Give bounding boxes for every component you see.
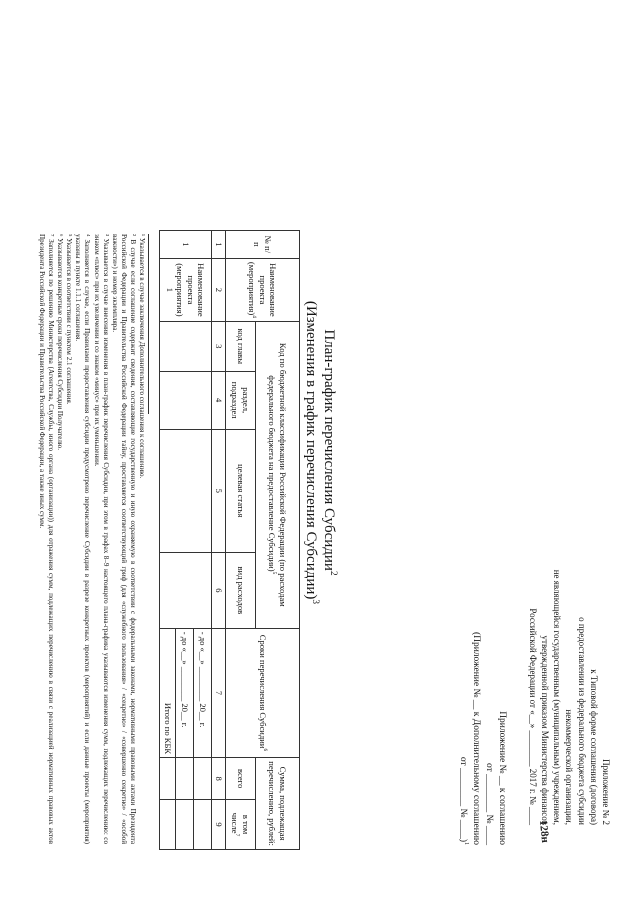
column-number: 3 (212, 321, 226, 371)
column-number: 4 (212, 371, 226, 429)
header-line: утвержденной приказом Министерства финансов (539, 635, 550, 825)
subsidy-schedule-table (159, 230, 300, 850)
column-number: 9 (212, 800, 226, 850)
header-line: некоммерческой организации, (564, 709, 575, 825)
cell-section (160, 371, 212, 429)
footnotes (37, 234, 149, 844)
header-line: не являющейся государственным (муниципальным) учреждением, (552, 569, 563, 825)
column-number: 8 (212, 758, 226, 800)
footnote: ³ Указывается в случае внесения изменения в план-график перечисления Субсидии, при этом в графах 8–9 настоящего плана-графика указываются изменения сумм, подлежащих перечислению: со знаком «плюс» при их увеличении и со знаком «минус» при их уменьшении. (92, 234, 110, 844)
cell-total (176, 758, 194, 800)
appendix-line: от ________ № ____)$^1$ (458, 756, 470, 845)
header-chapter-code: код главы (226, 321, 256, 371)
table-row (194, 231, 212, 850)
transfer-date: - до «__» ________ 20__ г. (176, 628, 194, 757)
column-number: 1 (212, 231, 226, 259)
page-title (302, 0, 338, 905)
title-line-1: План-график перечисления Субсидии$^2$ (321, 329, 338, 576)
header-project-name: Наименование проекта (мероприятия)$^4$ (226, 258, 300, 321)
header-section: раздел, подраздел (226, 371, 256, 429)
appendix-line: (Приложение № __ к Дополнительному соглашению (471, 631, 481, 845)
cell-total (160, 758, 176, 800)
cell-expense-type (160, 552, 212, 628)
column-number: 6 (212, 552, 226, 628)
row-number: 1 (160, 231, 212, 259)
footnote: ⁴ Заполняется в случае, если Правилами предоставления субсидии предусмотрено перечисление Субсидии в разрезе конкретных проектов (мероприятий) и если данные проекты (мероприятия) указаны в пункте 1.1.1 соглашения. (74, 234, 92, 844)
cell-total (194, 758, 212, 800)
column-number: 7 (212, 628, 226, 757)
transfer-date: - до «__» ________ 20__ г. (194, 628, 212, 757)
header-amount: Сумма, подлежащая перечислению, рублей: (256, 758, 300, 850)
header-transfer-dates: Сроки перечисления Субсидии$^6$ (226, 628, 300, 757)
header-budget-code: Код по бюджетной классификации Российской Федерации (по расходам федерального бюджета на предоставление Субсидии)$^5$ (256, 321, 300, 628)
header-expense-type: вид расходов (226, 552, 256, 628)
column-numbers-row (212, 231, 226, 850)
header-line: о предоставлении из федерального бюджета субсидии (576, 617, 587, 825)
column-number: 5 (212, 429, 226, 552)
footnote: ⁷ Заполняется по решению Министерства (Агентства, Службы, иного органа (организации)) для отражения сумм, подлежащих перечислению в связи с реализацией нормативных правовых актов Президента Российской Федерации и Правительства Российской Федерации, а также иных сумм. (37, 234, 56, 844)
cell-including (176, 800, 194, 850)
appendix-reference (456, 525, 508, 845)
row-project-name: Наименование проекта (мероприятия) 1 (160, 258, 212, 321)
total-label: Итого по КБК (160, 628, 176, 757)
header-including: в том числе$^7$ (226, 800, 256, 850)
title-line-2: (Изменения в график перечисления Субсидии)$^3$ (303, 300, 320, 605)
header-line: Российской Федерации от «__» ________ 2017 г. № ____ (527, 608, 538, 825)
column-number: 2 (212, 258, 226, 321)
cell-including (194, 800, 212, 850)
order-number-stamp: 128н (536, 819, 552, 844)
footnote-divider (148, 234, 149, 414)
footnote: ² В случае если соглашение содержит сведения, составляющие государственную и иную охраняемую в соответствии с федеральными законами, нормативными правовыми актами Президента Российской Федерации и Правительства Российской Федерации тайну, проставляется соответствующий гриф (для «служебного пользования» / «секретно» / «совершенно секретно» / «особой важности») и номер экземпляра. (110, 234, 137, 844)
footnote: ⁵ Указывается в соответствии с пунктом 2.1 соглашения. (65, 234, 74, 405)
footnote: ⁶ Указываются конкретные сроки перечисления Субсидии Получателю. (56, 234, 65, 450)
cell-target-article (160, 429, 212, 552)
form-header (527, 495, 612, 825)
header-number: № п/п (226, 231, 300, 259)
cell-chapter-code (160, 321, 212, 371)
appendix-line: Приложение № __ к соглашению (497, 711, 507, 845)
footnote: ¹ Указывается в случае заключения Дополнительного соглашения к соглашению. (138, 234, 146, 479)
header-line: Приложение № 2 (601, 759, 611, 825)
cell-including (160, 800, 176, 850)
header-line: к Типовой форме соглашения (договора) (588, 669, 599, 825)
header-total: всего (226, 758, 256, 800)
header-target-article: целевая статья (226, 429, 256, 552)
appendix-line: от ________ № ____ (484, 763, 494, 845)
